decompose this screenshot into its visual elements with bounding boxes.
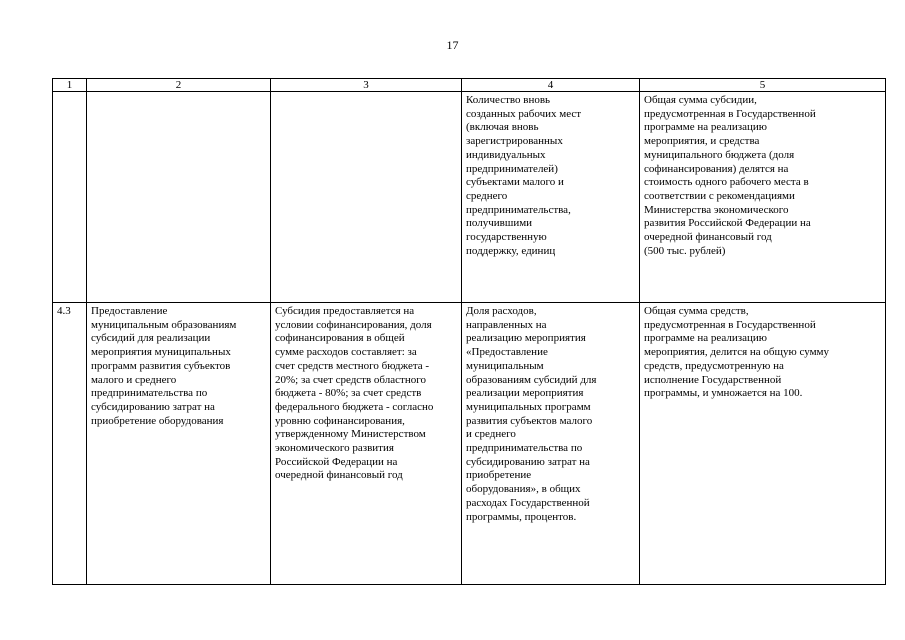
row-number: 4.3 (57, 305, 71, 317)
method-text: Общая сумма средств, предусмотренная в Государственной программе на реализацию мероприятия, делится на общую сумму средств, предусмотренную на исполнение Государственной программы, и умножается на 100. (644, 305, 829, 400)
indicator-text: Количество вновь созданных рабочих мест (включая вновь зарегистрированных индивидуальных предпринимателей) субъектами малого и среднего предпринимательства, получившими государственную поддержку, единиц (466, 94, 582, 257)
measure-name-cell (87, 303, 271, 585)
table-row (53, 303, 886, 585)
table-row (53, 92, 886, 303)
conditions-cell (271, 92, 462, 303)
conditions-text: Субсидия предоставляется на условии софинансирования, доля софинансирования в общей сумме расходов составляет: за счет средств местного бюджета - 20%; за счет средств областного бюджета - 80%; за счет средств федерального бюджета - согласно уровню софинансирования, утвержденному Министерством экономического развития Российской Федерации на очередной финансовый год (275, 305, 434, 482)
header-col-1: 1 (53, 79, 87, 92)
header-col-4: 4 (462, 79, 640, 92)
table-header-row (53, 79, 886, 92)
header-col-2: 2 (87, 79, 271, 92)
indicator-cell (462, 92, 640, 303)
indicator-cell (462, 303, 640, 585)
header-col-3: 3 (271, 79, 462, 92)
page-number: 17 (446, 38, 459, 52)
row-number-cell (53, 303, 87, 585)
indicator-text: Доля расходов, направленных на реализацию мероприятия «Предоставление муниципальным образованиям субсидий для реализации мероприятия муниципальных программ развития субъектов малого и среднего предпринимательства по субсидированию затрат на приобретение оборудования», в общих расходах Государственной программы, процентов. (466, 305, 597, 523)
indicators-table (52, 78, 886, 585)
conditions-cell (271, 303, 462, 585)
row-number-cell (53, 92, 87, 303)
header-col-5: 5 (640, 79, 886, 92)
method-cell (640, 92, 886, 303)
method-text: Общая сумма субсидии, предусмотренная в Государственной программе на реализацию мероприятия, и средства муниципального бюджета (доля софинансирования) делятся на стоимость одного рабочего места в соответствии с рекомендациями Министерства экономического развития Российской Федерации на очередной финансовый год (500 тыс. рублей) (644, 94, 816, 257)
measure-name-cell (87, 92, 271, 303)
measure-name: Предоставление муниципальным образованиям субсидий для реализации мероприятия муниципальных программ развития субъектов малого и среднего предпринимательства по субсидированию затрат на приобретение оборудования (91, 305, 237, 427)
method-cell (640, 303, 886, 585)
